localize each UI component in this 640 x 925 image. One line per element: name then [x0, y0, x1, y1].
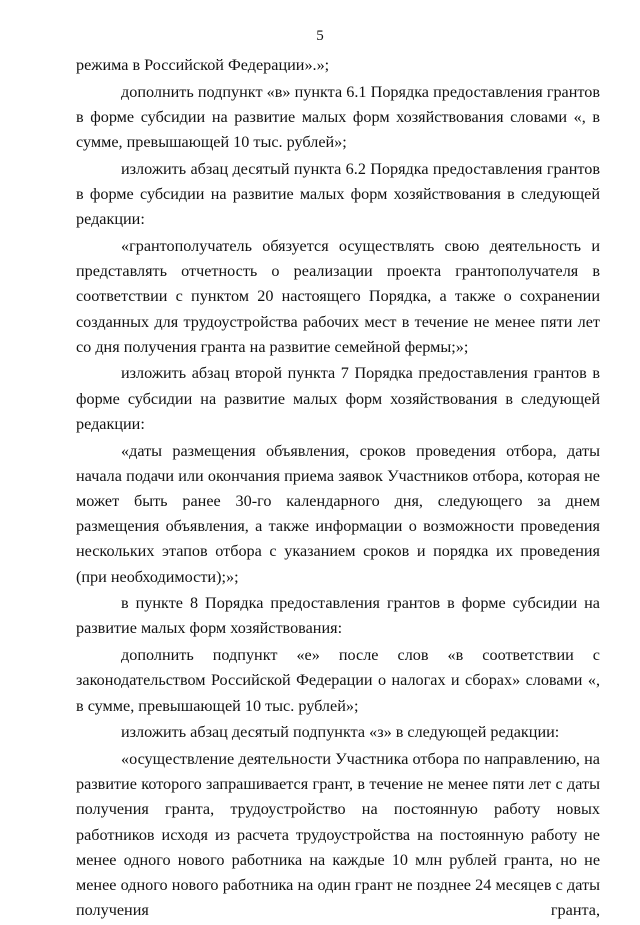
document-body	[76, 53, 600, 925]
paragraph: изложить абзац десятый подпункта «з» в следующей редакции:	[121, 723, 560, 742]
paragraph: «даты размещения объявления, сроков проведения отбора, даты начала подачи или окончания приема заявок Участников отбора, которая не может быть ранее 30-го календарного дня, следующего за днем размещения объявления, а также информации о возможности проведения нескольких этапов отбора с указанием сроков и порядка их проведения (при необходимости);»;	[76, 441, 600, 586]
paragraph: дополнить подпункт «в» пункта 6.1 Порядка предоставления грантов в форме субсидии на развитие малых форм хозяйствования словами «, в сумме, превышающей 10 тыс. рублей»;	[76, 82, 600, 152]
paragraph: дополнить подпункт «е» после слов «в соответствии с законодательством Российской Федерации о налогах и сборах» словами «, в сумме, превышающей 10 тыс. рублей»;	[76, 646, 600, 715]
paragraph: «осуществление деятельности Участника отбора по направлению, на развитие которого запрашивается грант, в течение не менее пяти лет с даты получения гранта, трудоустройство на постоянную работу новых работников исходя из расчета трудоустройства на постоянную работу не менее одного нового работника на каждые 10 млн рублей гранта, но не менее одного нового работника на один грант не позднее 24 месяцев с даты получения гранта,	[76, 749, 600, 920]
paragraph: изложить абзац второй пункта 7 Порядка предоставления грантов в форме субсидии на развитие малых форм хозяйствования в следующей редакции:	[76, 364, 600, 433]
paragraph: в пункте 8 Порядка предоставления грантов в форме субсидии на развитие малых форм хозяйствования:	[76, 594, 600, 638]
paragraph: режима в Российской Федерации».»;	[76, 56, 330, 74]
paragraph: «грантополучатель обязуется осуществлять свою деятельность и представлять отчетность о реализации проекта грантополучателя в соответствии с пунктом 20 настоящего Порядка, а также о сохранении созданных для трудоустройства рабочих мест в течение не менее пяти лет со дня получения гранта на развитие семейной фермы;»;	[76, 236, 600, 356]
page-number: 5	[316, 28, 324, 44]
paragraph: изложить абзац десятый пункта 6.2 Порядка предоставления грантов в форме субсидии на развитие малых форм хозяйствования в следующей редакции:	[76, 159, 600, 229]
